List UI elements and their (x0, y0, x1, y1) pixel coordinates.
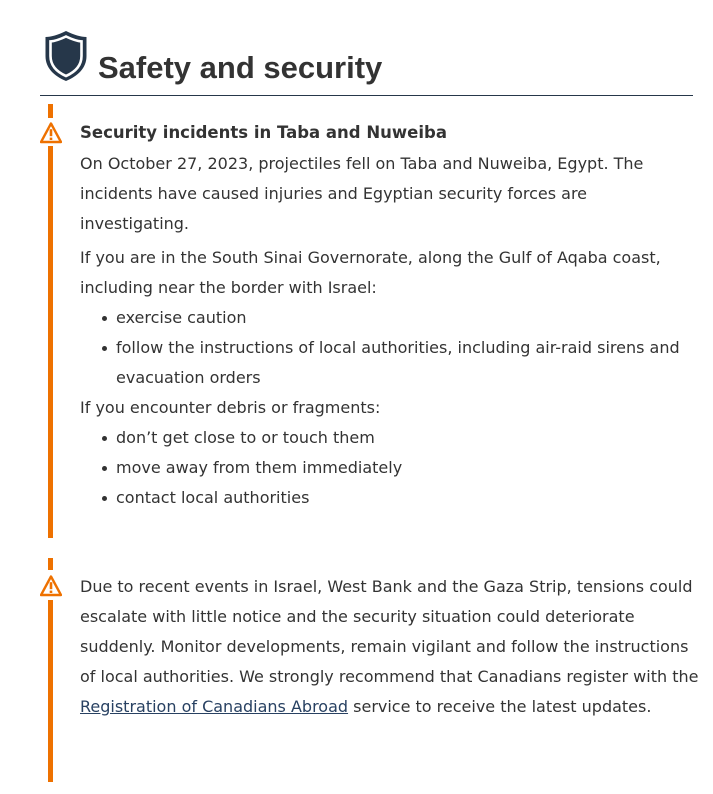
list-item: contact local authorities (116, 483, 700, 513)
warning-icon (40, 122, 62, 144)
alert-bar-top (48, 558, 53, 570)
alert-bar (48, 146, 53, 538)
page-title: Safety and security (98, 50, 383, 85)
alert-paragraph: On October 27, 2023, projectiles fell on Taba and Nuweiba, Egypt. The incidents have caused injuries and Egyptian security forces are investigating. (80, 154, 644, 233)
list-item: exercise caution (116, 303, 700, 333)
bullet-list (80, 303, 700, 393)
heading-divider (40, 95, 693, 96)
alert-paragraph: If you are in the South Sinai Governorate, along the Gulf of Aqaba coast, including near the border with Israel: (80, 248, 661, 297)
alert-title: Security incidents in Taba and Nuweiba (80, 123, 447, 142)
alert-body (80, 572, 700, 722)
shield-icon (44, 30, 88, 82)
alert-regional-tensions (40, 558, 700, 784)
alert-bar (48, 600, 53, 782)
alert-text: Due to recent events in Israel, West Bank and the Gaza Strip, tensions could escalate with little notice and the security situation could deteriorate suddenly. Monitor developments, remain vigilant and follow the instructions of local authorities. We strongly recommend that Canadians register with the (80, 577, 699, 686)
list-item: follow the instructions of local authorities, including air-raid sirens and evacuation orders (116, 333, 700, 393)
alert-taba-nuweiba (40, 104, 700, 540)
alert-body (80, 121, 700, 513)
alert-paragraph: If you encounter debris or fragments: (80, 398, 381, 417)
warning-icon (40, 575, 62, 597)
list-item: move away from them immediately (116, 453, 700, 483)
list-item: don’t get close to or touch them (116, 423, 700, 453)
registration-link[interactable]: Registration of Canadians Abroad (80, 697, 349, 716)
bullet-list (80, 423, 700, 513)
alert-text: service to receive the latest updates. (348, 697, 652, 716)
alert-bar-top (48, 104, 53, 118)
alert-paragraph (80, 572, 700, 722)
